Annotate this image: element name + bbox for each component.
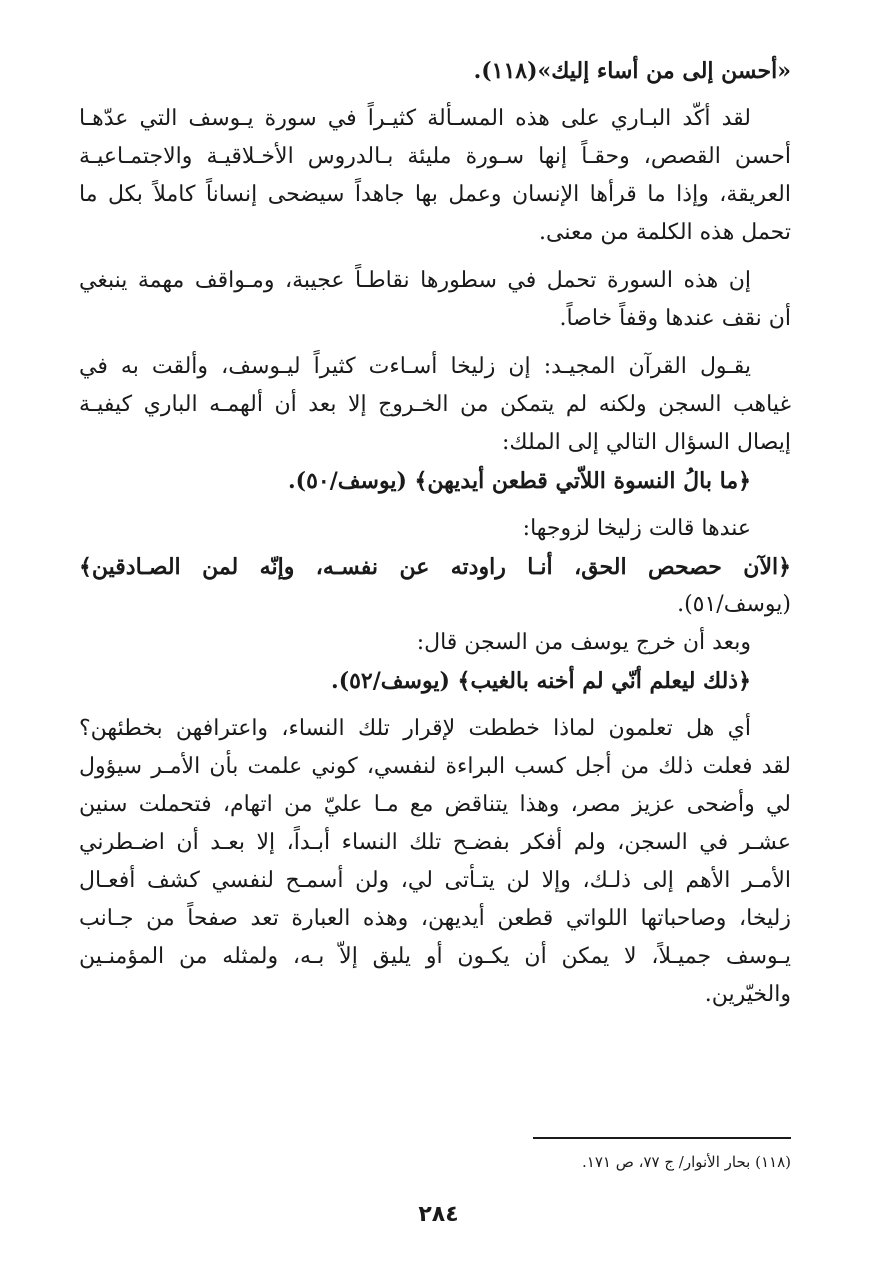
text-line: عشـر في السجن، ولم أفكر بفضـح تلك النساء أبـداً، إلا بعـد أن اضـطرني [79,830,791,855]
footnote: (١١٨) بحار الأنوار/ ج ٧٧، ص ١٧١. [581,1153,791,1171]
quran-verse-3: ﴿ذلك ليعلم أنّي لم أخنه بالغيب﴾ (يوسف/٥٢). [331,668,751,694]
text-line: غياهب السجن ولكنه لم يتمكن من الخـروج إلا بعد أن ألهمـه الباري كيفيـة [79,392,791,417]
text-line: زليخا، وصاحباتها اللواتي قطعن أيديهن، وهذه العبارة تعد صفحاً من جـانب [79,906,791,931]
text-line: الأمـر الأهم إلى ذلـك، وإلا لن يتـأتى لي، ولن أسمـح لنفسي كشف أفعـال [79,868,791,893]
paragraph-1 [79,100,791,252]
text-line: العريقة، وإذا ما قرأها الإنسان وعمل بها جاهداً سيضحى إنساناً كاملاً بكل ما [79,182,791,207]
text-line: أن نقف عندها وقفاً خاصاً. [559,306,791,331]
text-line: إيصال السؤال التالي إلى الملك: [502,430,791,455]
text-line: لقد أكّد البـاري على هذه المسـألة كثيـراً في سورة يـوسف التي عدّهـا [79,106,751,131]
text-line: يقـول القرآن المجيـد: إن زليخا أسـاءت كثيراً ليـوسف، وألقت به في [79,354,751,379]
text-line: لقد فعلت ذلك من أجل كسب البراءة لنفسي، كوني علمت بأن الأمـر سيؤول [79,754,791,779]
text-line: والخيّرين. [704,982,791,1007]
text-line: تحمل هذه الكلمة من معنى. [538,220,791,245]
footnote-divider [533,1137,791,1139]
verse-line: ﴿الآن حصحص الحق، أنـا راودته عن نفسـه، وإنّه لمن الصـادقين﴾ [79,554,791,580]
zulaykha-intro: عندها قالت زليخا لزوجها: [522,516,751,541]
paragraph-2 [79,262,791,338]
paragraph-4 [79,710,791,1014]
page-number: ٢٨٤ [418,1202,459,1227]
page-body [79,52,791,1014]
text-line: لي وأضحى عزيز مصر، وهذا يتناقض مع مـا عليّ من اتهام، فتحملت سنين [79,792,791,817]
text-line: يـوسف جميـلاً، لا يمكن أن يكـون أو يليق إلاّ بـه، ولمثله من المؤمنـين [79,944,791,969]
yusuf-intro: وبعد أن خرج يوسف من السجن قال: [416,630,751,655]
quran-verse-2 [79,548,791,624]
text-line: إن هذه السورة تحمل في سطورها نقاطـاً عجيبة، ومـواقف مهمة ينبغي [79,268,751,293]
text-line: أحسن القصص، وحقـاً إنها سـورة مليئة بـالدروس الأخـلاقيـة والاجتمـاعيـة [79,144,791,169]
paragraph-3 [79,348,791,462]
opening-quote: «أحسن إلى من أساء إليك»(١١٨). [473,58,791,84]
quran-verse-1: ﴿ما بالُ النسوة اللاّتي قطعن أيديهن﴾ (يوسف/٥٠). [288,468,751,494]
verse-line: (يوسف/٥١). [677,592,791,617]
text-line: أي هل تعلمون لماذا خططت لإقرار تلك النساء، واعترافهن بخطئهن؟ [79,716,751,741]
